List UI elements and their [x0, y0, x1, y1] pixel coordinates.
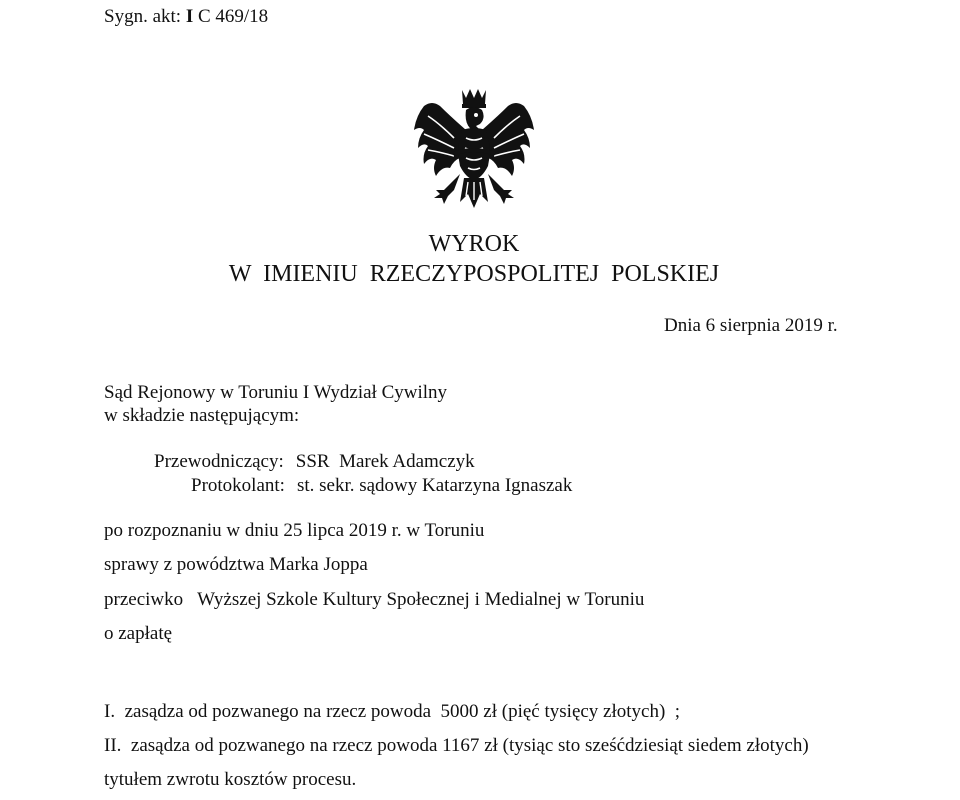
verdict-point-2: II. zasądza od pozwanego na rzecz powoda 1167 zł (tysiąc sto sześćdziesiąt siedem złotych): [104, 735, 809, 756]
clerk-name: st. sekr. sądowy Katarzyna Ignaszak: [296, 475, 573, 496]
against-line: [104, 590, 644, 609]
defendant-name: Wyższej Szkole Kultury Społecznej i Medialnej w Toruniu: [197, 589, 645, 610]
chair-label: Przewodniczący:: [154, 451, 284, 472]
subject-line: o zapłatę: [104, 623, 173, 644]
case-signature-number: C 469/18: [197, 6, 269, 27]
against-label: przeciwko: [104, 589, 184, 610]
clerk-label: Protokolant:: [191, 475, 285, 496]
verdict-point-2-continuation: tytułem zwrotu kosztów procesu.: [104, 769, 357, 790]
hearing-line: po rozpoznaniu w dniu 25 lipca 2019 r. w Toruniu: [104, 520, 485, 541]
clerk-line: [191, 476, 572, 495]
court-name: Sąd Rejonowy w Toruniu I Wydział Cywilny: [104, 382, 448, 403]
verdict-point-1: I. zasądza od pozwanego na rzecz powoda 5000 zł (pięć tysięcy złotych) ;: [104, 701, 681, 722]
case-signature-division: I: [185, 6, 194, 27]
case-signature: [104, 7, 268, 26]
document-title: WYROK: [428, 231, 520, 257]
chair-line: [154, 452, 475, 471]
court-composition-label: w składzie następującym:: [104, 405, 300, 426]
polish-eagle-emblem-icon: [410, 86, 538, 218]
case-line: sprawy z powództwa Marka Joppa: [104, 554, 368, 575]
document-subtitle: W IMIENIU RZECZYPOSPOLITEJ POLSKIEJ: [228, 261, 720, 287]
verdict-date: Dnia 6 sierpnia 2019 r.: [664, 315, 838, 336]
chair-name: SSR Marek Adamczyk: [295, 451, 475, 472]
case-signature-prefix: Sygn. akt:: [104, 6, 182, 27]
